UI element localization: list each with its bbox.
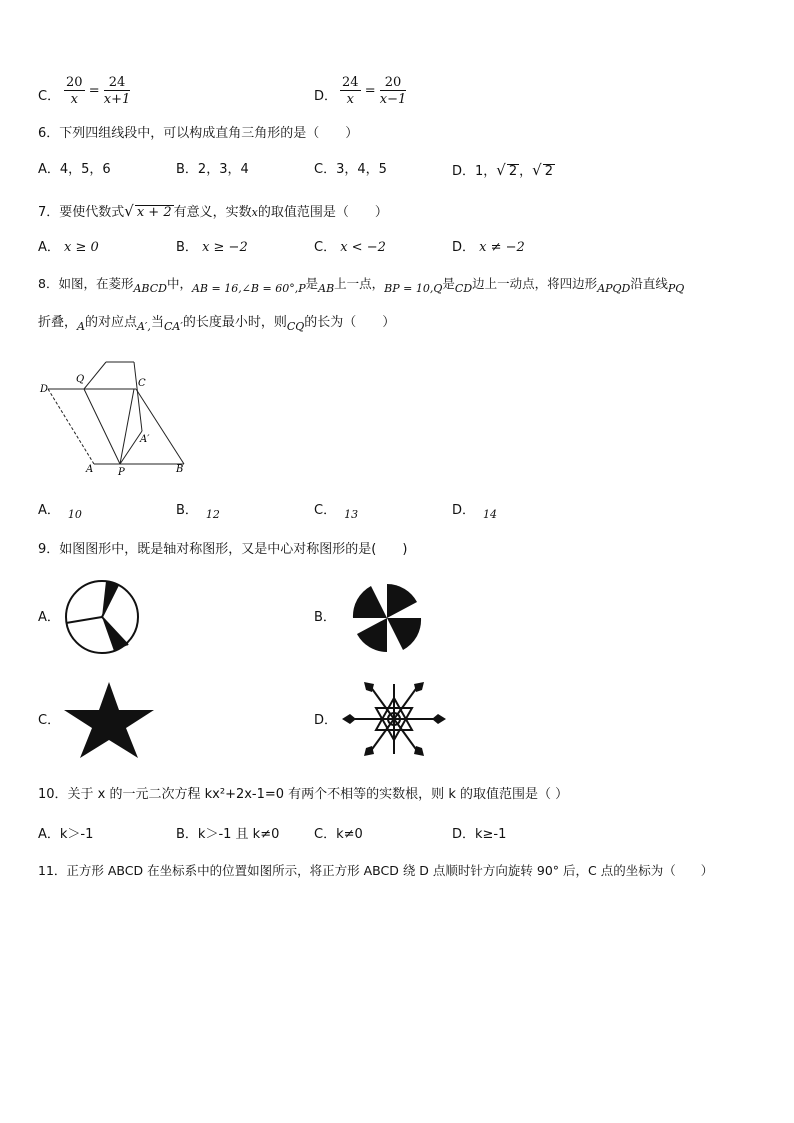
q11-stem: 11．正方形 ABCD 在坐标系中的位置如图所示，将正方形 ABCD 绕 D 点顺时针方向旋转 90° 后，C 点的坐标为（ ） <box>38 863 714 878</box>
fig-label-a-prime: A′ <box>140 434 150 445</box>
fig-label-a: A <box>86 464 94 475</box>
q8-option-a: A． $_{10}$ <box>38 503 82 521</box>
fig-label-p: P <box>118 467 125 478</box>
q7-option-a: A． x ≥ 0 <box>38 240 99 255</box>
q10-option-c: C．k≠0 <box>314 827 363 842</box>
q5-d-right-fraction: $\frac{20}{x-1}$ <box>379 75 407 107</box>
q5-option-d-label: D． <box>314 89 338 104</box>
q9-figure-a-pinwheel-circle <box>62 579 142 655</box>
fig-label-d: D <box>40 384 49 395</box>
q8-option-b: B． $_{12}$ <box>176 503 220 521</box>
q6-stem: 6．下列四组线段中，可以构成直角三角形的是（ ） <box>38 126 359 141</box>
q6-option-b: B．2，3，4 <box>176 162 249 177</box>
q5-c-left-fraction: $\frac{20}{x}$ <box>66 75 83 107</box>
q8-option-d: D． $_{14}$ <box>452 503 498 521</box>
q7-option-c: C． x < −2 <box>314 240 386 255</box>
q9-option-d-label: D． <box>314 713 338 728</box>
fig-label-b: B <box>176 464 184 475</box>
q10-option-b: B．k＞-1 且 k≠0 <box>176 827 280 842</box>
q5-option-c-label: C． <box>38 89 61 104</box>
q10-stem: 10．关于 x 的一元二次方程 kx²+2x-1=0 有两个不相等的实数根，则 k 的取值范围是（ ） <box>38 787 569 802</box>
q9-figure-b-windmill <box>339 580 435 656</box>
q5-d-left-fraction: $\frac{24}{x}$ <box>342 75 359 107</box>
q5-option-c-equation: $\frac{20}{x}$ = $\frac{24}{x+1}$ <box>66 75 131 107</box>
q10-option-a: A．k＞-1 <box>38 827 94 842</box>
q6-option-a: A．4，5，6 <box>38 162 111 177</box>
q9-option-a-label: A． <box>38 610 60 625</box>
q7-stem: 7．要使代数式√ x + 2 有意义，实数x的取值范围是（ ） <box>38 202 388 220</box>
q5-c-right-fraction: $\frac{24}{x+1}$ <box>103 75 131 107</box>
fig-label-c: C <box>138 378 146 389</box>
q9-option-c-label: C． <box>38 713 61 728</box>
q8-rhombus-figure <box>36 358 196 480</box>
q8-stem-line1: 8．如图，在菱形ABCD中，AB = 16,∠B = 60°,P是AB上一点，BP = 10,Q是CD边上一动点，将四边形APQD沿直线PQ <box>38 276 685 295</box>
q8-stem-line2: 折叠，$_A$的对应点$_{A',}$当$_{CA'}$的长度最小时，则$_{CQ}$的长为（ ） <box>38 315 396 333</box>
q9-figure-d-snowflake <box>340 678 448 760</box>
q5-option-d-equation: $\frac{24}{x}$ = $\frac{20}{x-1}$ <box>342 75 407 107</box>
q9-option-b-label: B． <box>314 610 336 625</box>
q9-figure-c-star <box>62 680 156 760</box>
q10-option-d: D．k≥-1 <box>452 827 507 842</box>
q7-option-b: B． x ≥ −2 <box>176 240 248 255</box>
fig-label-q: Q <box>76 374 85 385</box>
q9-stem: 9．如图图形中，既是轴对称图形，又是中心对称图形的是( ) <box>38 542 408 557</box>
q6-option-c: C．3，4，5 <box>314 162 387 177</box>
q8-option-c: C． $_{13}$ <box>314 503 359 521</box>
q6-option-d: D．1，√ 2 ，√ 2 <box>452 161 553 179</box>
q7-option-d: D． x ≠ −2 <box>452 240 525 255</box>
